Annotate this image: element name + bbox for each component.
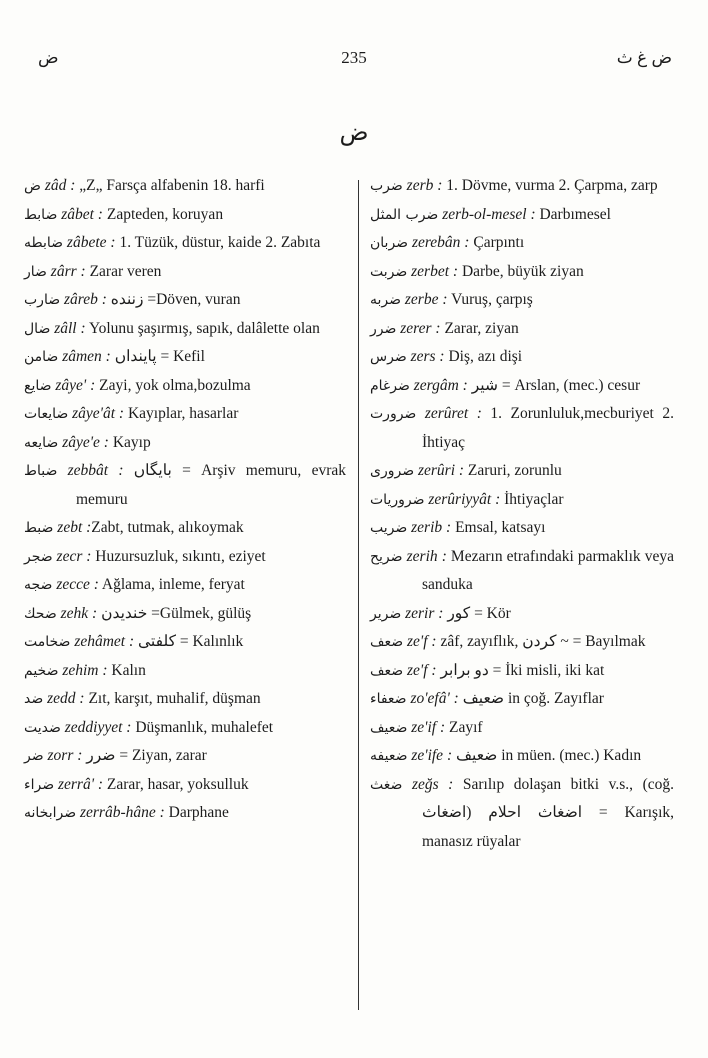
entry-definition: Ağlama, inleme, feryat bbox=[98, 576, 245, 593]
entry-definition: 1. Tüzük, düstur, kaide 2. Zabıta bbox=[115, 234, 321, 251]
entry-headword: zeğs : bbox=[411, 775, 454, 793]
entry-arabic: ضعيفه bbox=[370, 748, 408, 764]
entry-arabic: ضرس bbox=[370, 349, 407, 365]
entry-arabic: ضال bbox=[24, 320, 51, 337]
entry-arabic: ضغث bbox=[370, 776, 403, 793]
entry-arabic: ضربه bbox=[370, 292, 402, 308]
entry-definition: Kayıp bbox=[108, 433, 151, 451]
entry-definition: Zarar, hasar, yoksulluk bbox=[103, 775, 249, 793]
dictionary-entry bbox=[24, 600, 346, 629]
entry-arabic: ضروريات bbox=[370, 491, 425, 508]
dictionary-entry bbox=[24, 372, 346, 401]
entry-definition: Diş, azı dişi bbox=[444, 348, 523, 365]
entry-definition: ضعيف in çoğ. Zayıflar bbox=[458, 690, 604, 707]
entry-headword: zerb-ol-mesel : bbox=[442, 205, 536, 223]
column-divider bbox=[358, 180, 359, 1010]
entry-definition: zâf, zayıflık, كردن ~ = Bayılmak bbox=[436, 633, 646, 650]
entry-headword: ze'f : bbox=[407, 661, 437, 679]
entry-definition: خنديدن =Gülmek, gülüş bbox=[97, 604, 252, 622]
entry-definition: Kalın bbox=[107, 661, 146, 679]
entry-definition: Zabt, tutmak, alıkoymak bbox=[91, 519, 244, 536]
entry-arabic: ضربان bbox=[370, 235, 409, 251]
entry-definition: 1. Dövme, vurma 2. Çarpma, zarp bbox=[442, 177, 658, 194]
entry-headword: zerbe : bbox=[404, 291, 448, 308]
entry-headword: zebbât : bbox=[67, 462, 124, 479]
entry-arabic: ضربت bbox=[370, 263, 408, 280]
dictionary-entry bbox=[24, 657, 346, 686]
entry-headword: zerih : bbox=[406, 547, 447, 565]
entry-arabic: ضجر bbox=[24, 548, 53, 565]
dictionary-entry bbox=[24, 543, 346, 572]
entry-headword: zâreb : bbox=[63, 291, 107, 308]
entry-arabic: ضريح bbox=[370, 548, 403, 565]
entry-definition: Darphane bbox=[164, 804, 229, 821]
dictionary-entry bbox=[24, 258, 346, 287]
entry-definition: Zıt, karşıt, muhalif, düşman bbox=[84, 690, 261, 707]
entry-definition: İhtiyaçlar bbox=[500, 490, 564, 508]
dictionary-entry bbox=[24, 742, 346, 771]
entry-arabic: ضايع bbox=[24, 377, 52, 394]
entry-headword: zehâmet : bbox=[74, 633, 135, 650]
entry-headword: zers : bbox=[410, 348, 445, 365]
entry-headword: zerûri : bbox=[417, 462, 465, 479]
entry-definition: Zaruri, zorunlu bbox=[464, 462, 562, 479]
entry-arabic: ضرير bbox=[370, 605, 402, 622]
dictionary-entry bbox=[24, 685, 346, 714]
entry-headword: zecce : bbox=[56, 576, 99, 593]
entry-headword: zedd : bbox=[47, 690, 85, 707]
header-right-letters: ض غ ث bbox=[616, 48, 672, 67]
entry-headword: zebt : bbox=[57, 519, 92, 536]
entry-arabic: ضامن bbox=[24, 349, 59, 365]
entry-arabic: ضعف bbox=[370, 634, 404, 650]
dictionary-entry bbox=[370, 486, 674, 515]
entry-headword: zerûret : bbox=[424, 405, 482, 422]
entry-headword: zâye'ât : bbox=[72, 405, 125, 422]
entry-arabic: ضرورى bbox=[370, 463, 415, 479]
entry-arabic: ضرب bbox=[370, 178, 403, 194]
entry-definition: دو برابر = İki misli, iki kat bbox=[436, 661, 605, 679]
dictionary-entry bbox=[370, 258, 674, 287]
entry-arabic: ضابطه bbox=[24, 235, 64, 251]
dictionary-entry bbox=[370, 543, 674, 600]
entry-headword: zo'efâ' : bbox=[410, 690, 459, 707]
entry-arabic: ضراء bbox=[24, 776, 55, 793]
entry-arabic: ضارب bbox=[24, 292, 61, 308]
dictionary-entry bbox=[370, 315, 674, 344]
entry-arabic: ضخيم bbox=[24, 662, 59, 679]
dictionary-entry bbox=[370, 400, 674, 457]
entry-arabic: ضريب bbox=[370, 520, 408, 536]
entry-arabic: ضباط bbox=[24, 463, 58, 479]
entry-arabic: ض bbox=[24, 178, 41, 194]
entry-headword: zehim : bbox=[62, 661, 108, 679]
dictionary-entry bbox=[370, 628, 674, 657]
dictionary-entry bbox=[24, 628, 346, 657]
entry-headword: zehk : bbox=[60, 604, 98, 622]
entry-headword: zerrâ' : bbox=[57, 775, 104, 793]
entry-arabic: ضار bbox=[24, 263, 47, 280]
dictionary-entry bbox=[370, 229, 674, 258]
entry-definition: Zapteden, koruyan bbox=[102, 205, 224, 223]
entry-headword: zergâm : bbox=[413, 376, 468, 394]
entry-definition: 1. Zorunluluk,mecburiyet 2. İhtiyaç bbox=[422, 405, 674, 451]
entry-definition: „Z„ Farsça alfabenin 18. harfi bbox=[75, 177, 265, 194]
dictionary-entry bbox=[24, 229, 346, 258]
entry-definition: Sarılıp dolaşan bitki v.s., (coğ. اضغاث) اضغاث احلام = Karışık, manasız rüyalar bbox=[422, 775, 674, 850]
entry-arabic: ضعفاء bbox=[370, 691, 407, 707]
dictionary-entry bbox=[370, 286, 674, 315]
entry-arabic: ضايعه bbox=[24, 434, 59, 451]
page-number: 235 bbox=[341, 48, 367, 67]
dictionary-entry bbox=[24, 315, 346, 344]
entry-arabic: ضخامت bbox=[24, 634, 71, 650]
entry-definition: Kayıplar, hasarlar bbox=[124, 405, 239, 422]
entry-headword: zâye' : bbox=[55, 376, 96, 394]
dictionary-entry bbox=[370, 457, 674, 486]
dictionary-entry bbox=[370, 685, 674, 714]
dictionary-entry bbox=[370, 343, 674, 372]
entry-headword: zeddiyyet : bbox=[64, 718, 132, 736]
section-letter: ض bbox=[339, 120, 369, 146]
entry-headword: zerbet : bbox=[411, 262, 459, 280]
dictionary-entry bbox=[24, 571, 346, 600]
dictionary-entry bbox=[370, 657, 674, 686]
entry-definition: ضعيف in müen. (mec.) Kadın bbox=[452, 747, 642, 764]
entry-headword: ze'f : bbox=[407, 633, 437, 650]
entry-arabic: ضابط bbox=[24, 206, 58, 223]
entry-headword: zerb : bbox=[406, 177, 443, 194]
entry-definition: Zarar veren bbox=[85, 262, 162, 280]
entry-definition: Düşmanlık, muhalefet bbox=[131, 718, 274, 736]
entry-definition: Darbımesel bbox=[535, 205, 611, 223]
entry-headword: ze'if : bbox=[411, 718, 446, 736]
entry-headword: zerib : bbox=[411, 519, 452, 536]
entry-arabic: ضد bbox=[24, 691, 44, 707]
entry-definition: Huzursuzluk, sıkıntı, eziyet bbox=[91, 547, 266, 565]
dictionary-entry bbox=[24, 429, 346, 458]
dictionary-entry bbox=[370, 514, 674, 543]
dictionary-entry bbox=[370, 742, 674, 771]
entry-arabic: ضجه bbox=[24, 577, 53, 593]
entry-headword: zârr : bbox=[50, 262, 86, 280]
entry-definition: بايگاں = Arşiv memuru, evrak memuru bbox=[76, 462, 346, 508]
entry-arabic: ضايعات bbox=[24, 406, 69, 422]
dictionary-entry bbox=[370, 714, 674, 743]
dictionary-entry bbox=[24, 201, 346, 230]
dictionary-entry bbox=[24, 286, 346, 315]
entry-definition: كلفتى = Kalınlık bbox=[134, 633, 244, 650]
dictionary-entry bbox=[24, 514, 346, 543]
entry-headword: zerebân : bbox=[411, 234, 470, 251]
dictionary-entry bbox=[24, 799, 346, 828]
entry-arabic: ضديت bbox=[24, 719, 61, 736]
dictionary-entry bbox=[370, 172, 674, 201]
entry-definition: كور = Kör bbox=[443, 604, 511, 622]
entry-definition: Yolunu şaşırmış, sapık, dalâlette olan bbox=[85, 319, 320, 337]
dictionary-entry bbox=[24, 771, 346, 800]
entry-headword: zâbete : bbox=[66, 234, 116, 251]
entry-headword: zerir : bbox=[405, 604, 444, 622]
entry-headword: zâmen : bbox=[62, 348, 111, 365]
entry-definition: ضرر = Ziyan, zarar bbox=[82, 747, 207, 764]
entry-arabic: ضعف bbox=[370, 662, 404, 679]
entry-headword: zerûriyyât : bbox=[428, 490, 501, 508]
entry-headword: zerrâb-hâne : bbox=[79, 804, 165, 821]
entry-definition: Zayi, yok olma,bozulma bbox=[95, 376, 251, 394]
entry-arabic: ضعيف bbox=[370, 719, 408, 736]
entry-definition: Emsal, katsayı bbox=[451, 519, 546, 536]
dictionary-entry bbox=[24, 457, 346, 514]
entry-definition: Çarpıntı bbox=[469, 234, 525, 251]
entry-headword: zerer : bbox=[400, 319, 441, 337]
dictionary-entry bbox=[24, 714, 346, 743]
entry-arabic: ضرابخانه bbox=[24, 805, 77, 821]
entry-definition: Vuruş, çarpış bbox=[447, 291, 533, 308]
dictionary-entry bbox=[24, 343, 346, 372]
entry-arabic: ضرب المثل bbox=[370, 206, 439, 223]
entry-headword: zorr : bbox=[47, 747, 83, 764]
entry-definition: شير = Arslan, (mec.) cesur bbox=[467, 376, 641, 394]
dictionary-entry bbox=[24, 172, 346, 201]
entry-arabic: ضرر bbox=[370, 320, 397, 337]
entry-headword: zâbet : bbox=[61, 205, 103, 223]
entry-arabic: ضر bbox=[24, 748, 44, 764]
dictionary-entry bbox=[370, 600, 674, 629]
header-left-letter: ض bbox=[38, 48, 59, 67]
entry-arabic: ضبط bbox=[24, 520, 54, 536]
entry-headword: ze'ife : bbox=[411, 747, 453, 764]
entry-definition: زننده =Döven, vuran bbox=[106, 291, 241, 308]
entry-headword: zâd : bbox=[44, 177, 76, 194]
entry-arabic: ضرورت bbox=[370, 406, 417, 422]
entry-headword: zecr : bbox=[56, 547, 92, 565]
dictionary-entry bbox=[24, 400, 346, 429]
entry-definition: پاينداں = Kefil bbox=[110, 348, 205, 365]
dictionary-entry bbox=[370, 372, 674, 401]
dictionary-entry bbox=[370, 771, 674, 857]
dictionary-entry bbox=[370, 201, 674, 230]
entry-definition: Zarar, ziyan bbox=[440, 319, 519, 337]
entry-definition: Zayıf bbox=[445, 718, 483, 736]
right-column bbox=[370, 172, 674, 856]
entry-headword: zâye'e : bbox=[62, 433, 109, 451]
entry-arabic: ضحك bbox=[24, 605, 57, 622]
left-column bbox=[24, 172, 346, 828]
entry-definition: Darbe, büyük ziyan bbox=[458, 262, 584, 280]
entry-definition: Mezarın etrafındaki parmaklık veya sanduka bbox=[422, 547, 674, 593]
entry-headword: zâll : bbox=[54, 319, 86, 337]
entry-arabic: ضرغام bbox=[370, 377, 410, 394]
